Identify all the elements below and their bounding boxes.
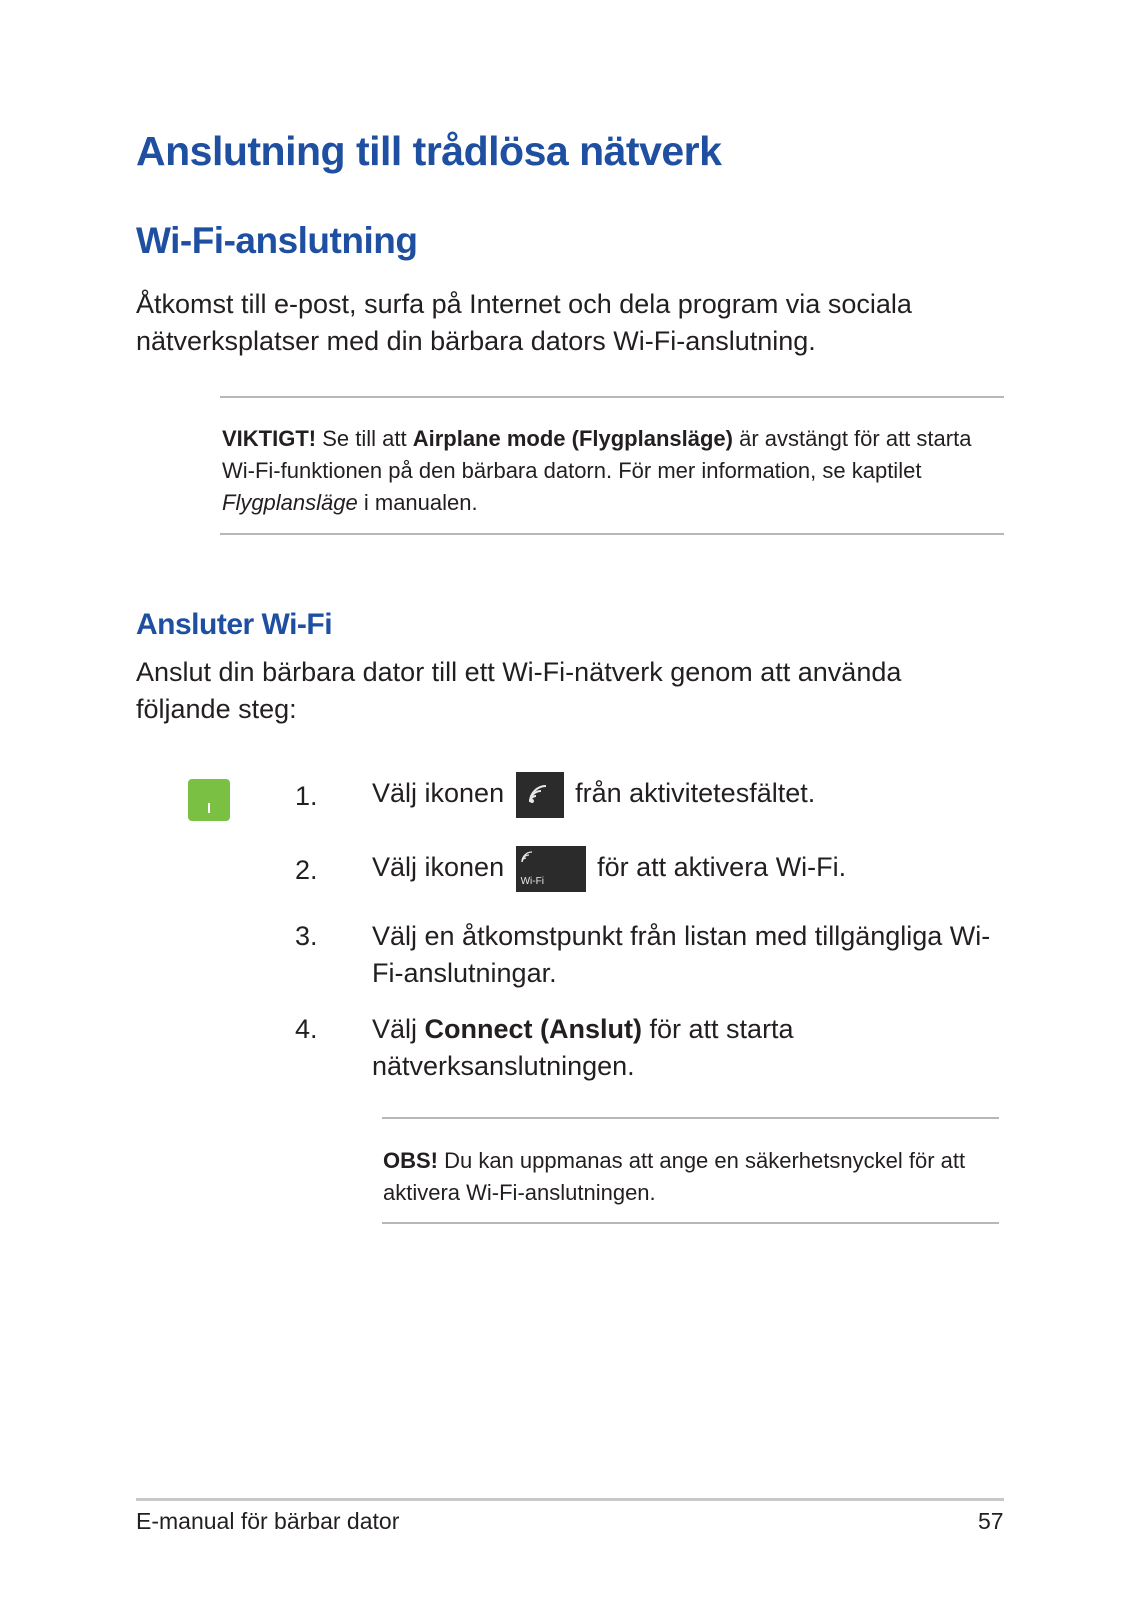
step-1: Välj ikonen från aktivitetesfältet. [372, 772, 815, 818]
steps-intro: Anslut din bärbara dator till ett Wi-Fi-nätverk genom att använda följande steg: [136, 657, 902, 724]
obs-label: OBS! [383, 1148, 438, 1173]
step-number: 3. [295, 921, 318, 951]
section-heading: Wi-Fi-anslutning [136, 220, 418, 261]
divider [220, 533, 1004, 535]
step-number: 4. [295, 1014, 318, 1044]
divider [220, 396, 1004, 398]
page-number: 57 [978, 1508, 1004, 1534]
footer-divider [136, 1498, 1004, 1501]
wifi-toggle-tile-icon [516, 846, 586, 892]
step-3: Välj en åtkomstpunkt från listan med tillgängliga Wi-Fi-anslutningar. [372, 921, 991, 988]
tablet-mode-icon [188, 779, 230, 821]
step-4: Välj Connect (Anslut) för att starta nätverksanslutningen. [372, 1014, 794, 1081]
wifi-tile-label: Wi-Fi [520, 876, 544, 887]
step-number: 2. [295, 855, 318, 885]
divider [382, 1117, 999, 1119]
important-label: VIKTIGT! [222, 426, 317, 451]
obs-note: OBS! Du kan uppmanas att ange en säkerhetsnyckel för att aktivera Wi-Fi-anslutningen. [383, 1148, 966, 1205]
step-2: Välj ikonen Wi-Fi för att aktivera Wi-Fi. [372, 846, 846, 892]
intro-paragraph: Åtkomst till e-post, surfa på Internet och dela program via sociala nätverksplatser med din bärbara dators Wi-Fi-anslutning. [136, 289, 912, 356]
subheading: Ansluter Wi-Fi [136, 608, 333, 641]
step-number: 1. [295, 781, 318, 811]
wifi-taskbar-icon [516, 772, 564, 818]
page-title: Anslutning till trådlösa nätverk [136, 128, 722, 174]
important-note: VIKTIGT! Se till att Airplane mode (Flygplansläge) är avstängt för att starta Wi-Fi-funktionen på den bärbara datorn. För mer information, se kaptilet Flygplansläge i manualen. [222, 426, 972, 515]
footer-title: E-manual för bärbar dator [136, 1508, 400, 1534]
divider [382, 1222, 999, 1224]
